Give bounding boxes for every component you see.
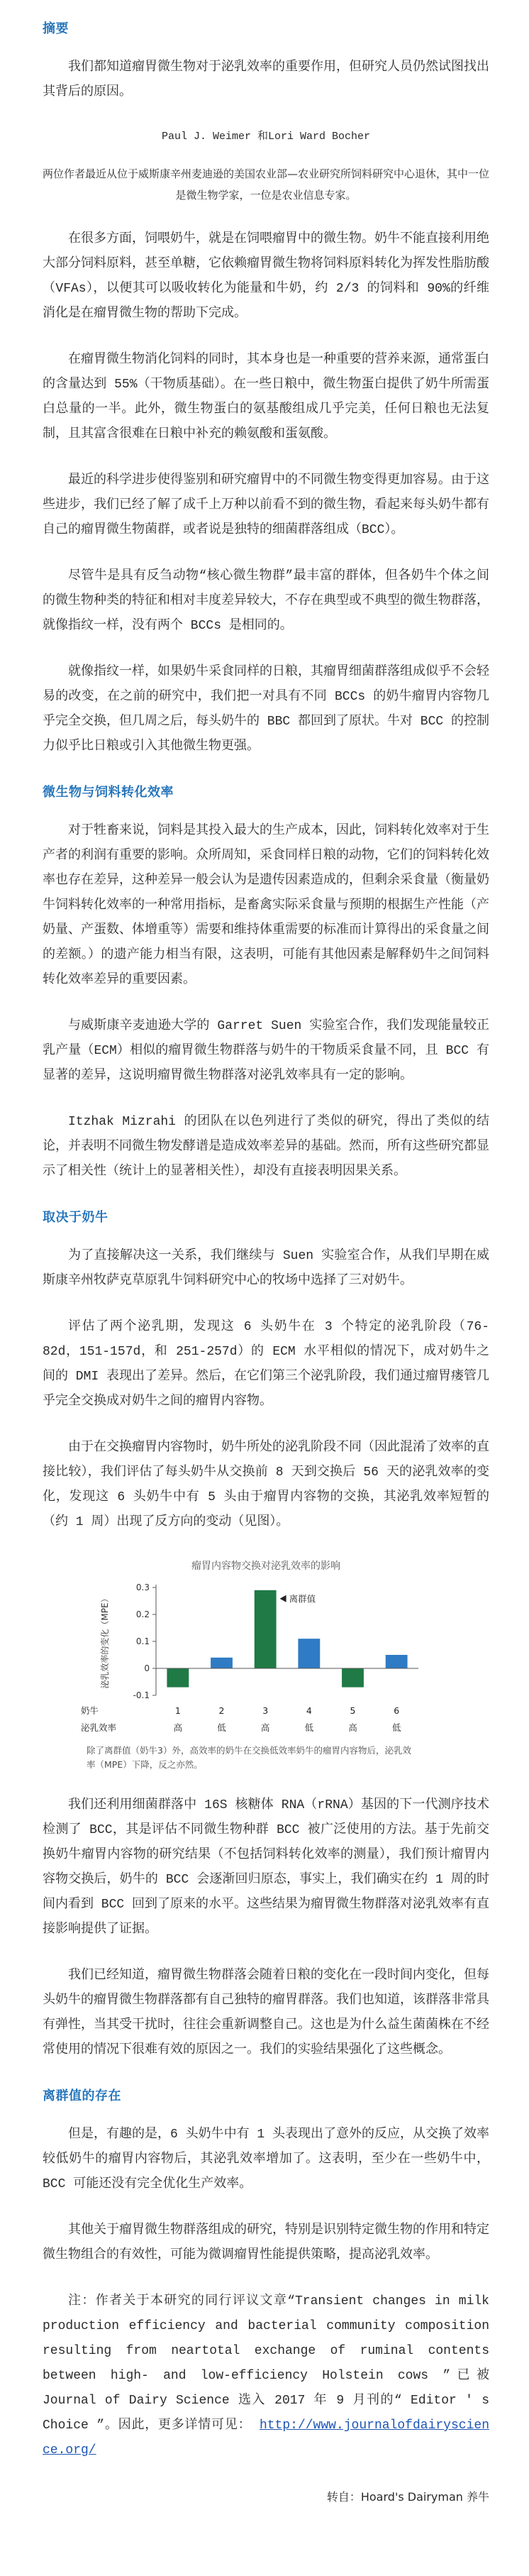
annotation-arrow xyxy=(280,1595,286,1602)
section-heading-depends-on-cow: 取决于奶牛 xyxy=(43,1210,108,1225)
author-byline: Paul J. Weimer 和Lori Ward Bocher xyxy=(161,131,371,143)
note-paragraph xyxy=(43,2289,489,2463)
lead-paragraph: 我们都知道瘤胃微生物对于泌乳效率的重要作用，但研究人员仍然试图找出其背后的原因。 xyxy=(43,60,489,99)
x-row-label-cow: 奶牛 xyxy=(81,1705,99,1716)
bar-cow-4 xyxy=(298,1639,320,1668)
intro-paragraph: 在瘤胃微生物消化饲料的同时，其本身也是一种重要的营养来源，通常蛋白的含量达到 55%（干物质基础）。在一些日粮中，微生物蛋白提供了奶牛所需蛋白总量的一半。此外，微生物蛋白的氨基酸组成几乎完美，任何日粮也无法复制，且其富含很难在日粮中补充的赖氨酸和蛋氨酸。 xyxy=(43,353,489,441)
section-heading-feed-efficiency: 微生物与饲料转化效率 xyxy=(43,785,174,800)
x-tick-label-efficiency: 高 xyxy=(173,1722,183,1733)
section-heading-abstract: 摘要 xyxy=(43,21,69,36)
y-tick-label: 0 xyxy=(144,1663,150,1673)
source-credit: 转自：Hoard's Dairyman 养牛 xyxy=(326,2490,489,2504)
rumen-exchange-bar-chart xyxy=(71,1556,440,1772)
y-tick-label: 0.2 xyxy=(135,1609,150,1619)
intro-paragraph: 最近的科学进步使得鉴别和研究瘤胃中的不同微生物变得更加容易。由于这些进步，我们已经了解了成千上万种以前看不到的微生物，看起来每头奶牛都有自己的瘤胃微生物菌群，或者说是独特的细菌群落组成（BCC）。 xyxy=(43,473,489,537)
section-paragraph: 但是，有趣的是，6 头奶牛中有 1 头表现出了意外的反应，从交换了效率较低奶牛的瘤胃内容物后，其泌乳效率增加了。这表明，至少在一些奶牛中，BCC 可能还没有完全优化生产效率。 xyxy=(43,2128,490,2191)
bar-cow-5 xyxy=(342,1668,364,1688)
y-tick-label: 0.3 xyxy=(135,1583,150,1592)
bar-cow-2 xyxy=(211,1658,233,1668)
section-paragraph: 其他关于瘤胃微生物群落组成的研究，特别是识别特定微生物的作用和特定微生物组合的有效性，可能为微调瘤胃性能提供策略，提高泌乳效率。 xyxy=(43,2223,489,2262)
section-paragraph: 对于牲畜来说，饲料是其投入最大的生产成本，因此，饲料转化效率对于生产者的利润有重要的影响。众所周知，采食同样日粮的动物，它们的饲料转化效率也存在差异，这种差异一般会认为是遗传因素造成的，但剩余采食量（衡量奶牛饲料转化效率的一种常用指标，是畜禽实际采食量与预期的根据生产性能（产奶量、产蛋数、体增重等）需要和维持体重需要的标准而计算得出的采食量之间的差额。）的遗产能力相当有限，这表明，可能有其他因素是解释奶牛之间饲料转化效率差异的重要因素。 xyxy=(43,824,489,987)
intro-paragraph: 尽管牛是具有反刍动物“核心微生物群”最丰富的群体，但各奶牛个体之间的微生物种类的特征和相对丰度差异较大，不存在典型或不典型的微生物群落，就像指纹一样，没有两个 BCCs 是相同的。 xyxy=(43,569,489,633)
x-tick-label-cow: 1 xyxy=(174,1705,181,1716)
intro-paragraph: 就像指纹一样，如果奶牛采食同样的日粮，其瘤胃细菌群落组成似乎不会轻易的改变，在之前的研究中，我们把一对具有不同 BCCs 的奶牛瘤胃内容物几乎完全交换，但几周之后，每头奶牛的 BBC 都回到了原状。牛对 BCC 的控制力似乎比日粮或引入其他微生物更强。 xyxy=(43,665,490,754)
x-row-label-efficiency: 泌乳效率 xyxy=(81,1722,117,1733)
section-paragraph: 我们已经知道，瘤胃微生物群落会随着日粮的变化在一段时间内变化，但每头奶牛的瘤胃微生物群落都有自己独特的瘤胃群落。我们也知道，该群落非常具有弹性，当其受干扰时，往往会重新调整自己。这也是为什么益生菌菌株在不经常使用的情况下很难有效的原因之一。我们的实验结果强化了这些概念。 xyxy=(43,1969,489,2057)
chart-title: 瘤胃内容物交换对泌乳效率的影响 xyxy=(191,1561,340,1572)
annotation-label: 离群值 xyxy=(289,1593,316,1605)
section-paragraph: 我们还利用细菌群落中 16S 核糖体 RNA（rRNA）基因的下一代测序技术检测了 BCC，其是评估不同微生物种群 BCC 被广泛使用的方法。基于先前交换奶牛瘤胃内容物的研究结果（不包括饲料转化效率的测量），我们预计瘤胃内容物交换后，奶牛的 BCC 会逐渐回归原态，事实上，我们确实在约 1 周的时间内看到 BCC 回到了原来的水平。这些结果为瘤胃微生物群落对泌乳效率有直接影响提供了证据。 xyxy=(43,1798,490,1937)
journal-link[interactable]: http://www.journalofdairyscience.org/ xyxy=(43,2418,489,2457)
x-tick-label-efficiency: 低 xyxy=(391,1722,401,1733)
y-axis-label: 泌乳效率的变化（MPE） xyxy=(100,1594,110,1689)
x-tick-label-efficiency: 高 xyxy=(260,1722,270,1733)
note-text: 注：作者关于本研究的同行评议文章“Transient changes in milk production efficiency and bacterial community composition resulting from neartotal exchange of ruminal contents between high- and low-efficiency Holstein cows ”已被 Journal of Dairy Science 选入 2017 年 9 月刊的“ Editor ' s Choice ”。因此，更多详情可见： xyxy=(43,2294,489,2433)
x-tick-label-cow: 5 xyxy=(350,1705,356,1716)
section-paragraph: 评估了两个泌乳期，发现这 6 头奶牛在 3 个特定的泌乳阶段（76-82d，151-157d，和 251-257d）的 ECM 水平相似的情况下，成对奶牛之间的 DMI 表现出了差异。然后，在它们第三个泌乳阶段，我们通过瘤胃瘘管几乎完全交换成对奶牛之间的瘤胃内容物。 xyxy=(43,1320,490,1409)
section-paragraph: 为了直接解决这一关系，我们继续与 Suen 实验室合作，从我们早期在威斯康辛州牧萨克草原乳牛饲料研究中心的牧场中选择了三对奶牛。 xyxy=(43,1249,489,1288)
x-tick-label-cow: 3 xyxy=(262,1705,269,1716)
chart-canvas xyxy=(71,1556,425,1742)
section-paragraph: 与威斯康辛麦迪逊大学的 Garret Suen 实验室合作，我们发现能量较正乳产量（ECM）相似的瘤胃微生物群落与奶牛的干物质采食量不同，且 BCC 有显著的差异，这说明瘤胃微生物群落对泌乳效率具有一定的影响。 xyxy=(43,1019,489,1083)
bar-cow-1 xyxy=(167,1668,189,1688)
x-tick-label-cow: 2 xyxy=(218,1705,225,1716)
section-paragraph: 由于在交换瘤胃内容物时，奶牛所处的泌乳阶段不同（因此混淆了效率的直接比较），我们评估了每头奶牛从交换前 8 天到交换后 56 天的泌乳效率的变化，发现这 6 头奶牛中有 5 头由于瘤胃内容物的交换，其泌乳效率短暂的（约 1 周）出现了反方向的变动（见图）。 xyxy=(43,1441,489,1529)
chart-caption: 除了离群值（奶牛3）外，高效率的奶牛在交换低效率奶牛的瘤胃内容物后，泌乳效率（MPE）下降，反之亦然。 xyxy=(87,1745,411,1770)
x-tick-label-efficiency: 高 xyxy=(348,1722,357,1733)
x-tick-label-efficiency: 低 xyxy=(217,1722,226,1733)
bar-cow-3 xyxy=(255,1590,277,1668)
section-paragraph: Itzhak Mizrahi 的团队在以色列进行了类似的研究，得出了类似的结论，并表明不同微生物发酵谱是造成效率差异的基础。然而，所有这些研究都显示了相关性（统计上的显著相关性），却没有直接表明因果关系。 xyxy=(43,1115,489,1179)
section-heading-outlier: 离群值的存在 xyxy=(43,2088,121,2103)
author-affiliation: 两位作者最近从位于威斯康辛州麦迪逊的美国农业部—农业研究所饲料研究中心退休，其中一位是微生物学家，一位是农业信息专家。 xyxy=(43,167,490,202)
y-tick-label: -0.1 xyxy=(133,1690,150,1700)
x-tick-label-cow: 4 xyxy=(306,1705,312,1716)
intro-paragraph: 在很多方面，饲喂奶牛，就是在饲喂瘤胃中的微生物。奶牛不能直接利用绝大部分饲料原料，甚至单糖，它依赖瘤胃微生物将饲料原料转化为挥发性脂肪酸（VFAs），以便其可以吸收转化为能量和牛奶，约 2/3 的饲料和 90%的纤维消化是在瘤胃微生物的帮助下完成。 xyxy=(43,232,489,321)
y-tick-label: 0.1 xyxy=(135,1636,150,1646)
x-tick-label-cow: 6 xyxy=(394,1705,400,1716)
bar-cow-6 xyxy=(386,1655,408,1668)
x-tick-label-efficiency: 低 xyxy=(304,1722,314,1733)
